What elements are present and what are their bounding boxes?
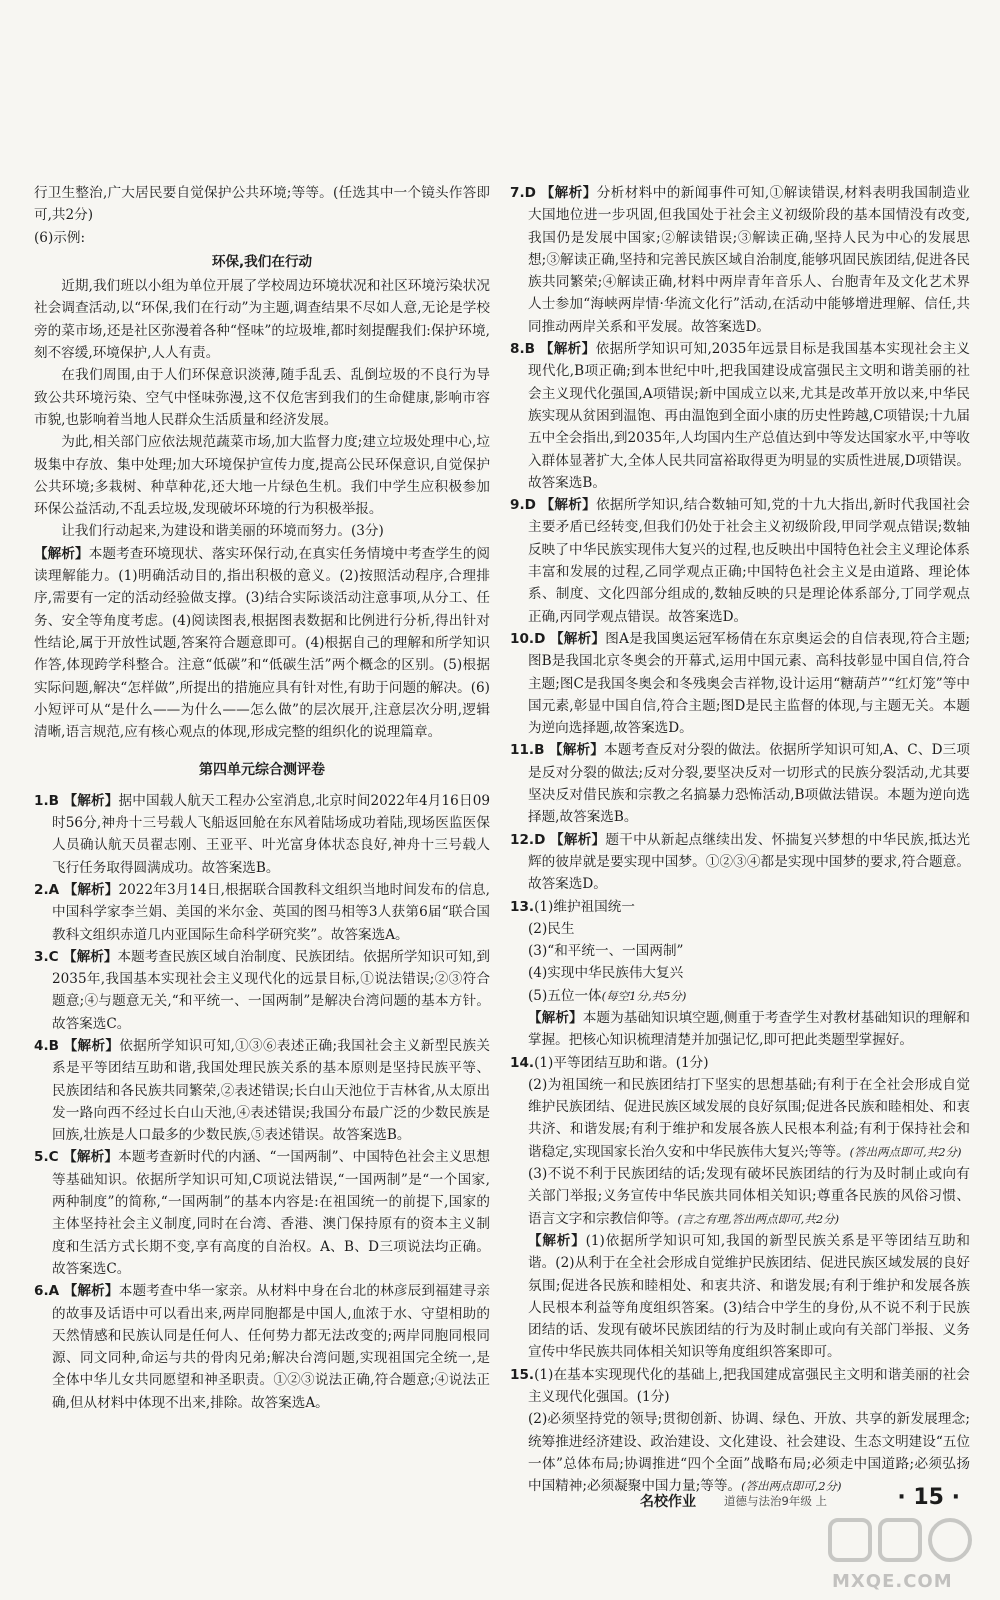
answer-item	[34, 1035, 490, 1146]
answer-letter: D	[534, 630, 546, 647]
q13-line: (3)“和平统一、一国两制”	[528, 943, 684, 960]
answer-letter: C	[48, 948, 59, 965]
series-brand: 名校作业	[640, 1494, 696, 1510]
answer-text: 题干中从新起点继续出发、怀揣复兴梦想的中华民族,抵达光辉的彼岸就是要实现中国梦。①②③④都是实现中国梦的要求,符合题意。故答案选D。	[528, 831, 971, 893]
answer-text: 据中国载人航天工程办公室消息,北京时间2022年4月16日09时56分,神舟十三号载人飞船返回舱在东风着陆场成功着陆,现场医监医保人员确认航天员翟志刚、王亚平、叶光富身体状态良好,神舟十三号载人飞行任务取得圆满成功。故答案选B。	[52, 792, 490, 876]
answer-number: 11.	[510, 742, 535, 759]
answer-list	[510, 182, 970, 896]
answer-text: 本题考查民族区域自治制度、民族团结。依据所学知识可知,到2035年,我国基本实现社会主义现代化的远景目标,①说法错误;②③符合题意;④与题意无关,“和平统一、一国两制”是解决台湾问题的基本方针。故答案选C。	[52, 948, 491, 1032]
answer-number: 9.	[510, 497, 525, 514]
analysis-tag: 【解析】	[548, 742, 605, 759]
answer-text: 本题考查中华一家亲。从材料中身在台北的林彦辰到福建寻亲的故事及话语中可以看出来,两岸同胞都是中国人,血浓于水、守望相助的天然情感和民族认同是任何人、任何势力都无法改变的;两岸同胞同根同源、同文同种,命运与共的骨肉兄弟;解决台湾问题,实现祖国完全统一,是全体中华儿女共同愿望和神圣职责。①②③说法正确,符合题意;④说法正确,但从材料中体现不出来,排除。故答案选A。	[52, 1283, 491, 1411]
answer-text: 依据所学知识可知,①③⑥表述正确;我国社会主义新型民族关系是平等团结互助和谐,我国处理民族关系的基本原则是坚持民族平等、民族团结和各民族共同繁荣,②表述错误;长白山天池位于吉林省,从太原出发一路向西不经过长白山天池,④表述错误;我国分布最广泛的少数民族是回族,壮族是人口最多的少数民族,⑤表述错误。故答案选B。	[52, 1037, 491, 1144]
q13-analysis: 【解析】本题为基础知识填空题,侧重于考查学生对教材基础知识的理解和掌握。把核心知识梳理清楚并加强记忆,即可把此类题型掌握好。	[528, 1009, 971, 1049]
watermark-graphic-icon	[822, 1512, 982, 1572]
q14-part: (3)不说不利于民族团结的话;发现有破坏民族团结的行为及时制止或向有关部门举报;义务宣传中华民族共同体相关知识;尊重各民族的风俗习惯、语言文字和宗教信仰等。(言之有理,答出两点即可,共2分)	[528, 1166, 970, 1227]
right-column	[510, 182, 970, 1498]
answer-letter: B	[524, 341, 535, 358]
question-15	[510, 1364, 970, 1498]
answer-number: 1.	[34, 792, 49, 809]
answer-number: 4.	[34, 1037, 49, 1054]
answer-item	[34, 1146, 490, 1280]
answer-number: 6.	[34, 1283, 49, 1300]
q14-analysis: 【解析】(1)依据所学知识可知,我国的新型民族关系是平等团结互助和谐。(2)从利于在全社会形成自觉维护民族团结、促进民族区域发展的良好氛围;促进各民族和睦相处、和衷共济、和谐发展;有利于维护和发展各族人民根本利益等角度组织答案。(3)结合中学生的身份,从不说不利于民族团结的话、发现有破坏民族团结的行为及时制止或向有关部门举报、义务宣传中华民族共同体相关知识等角度组织答案即可。	[528, 1232, 971, 1361]
page-number: · 15 ·	[897, 1485, 960, 1510]
answer-text: 依据所学知识可知,2035年远景目标是我国基本实现社会主义现代化,B项正确;到本世纪中叶,把我国建设成富强民主文明和谐美丽的社会主义现代化强国,A项错误;新中国成立以来,尤其是改革开放以来,中华民族实现从贫困到温饱、再由温饱到全面小康的历史性跨越,C项错误;十九届五中全会指出,到2035年,人均国内生产总值达到中等发达国家水平,中等收入群体显著扩大,全体人民共同富裕取得更为明显的实质性进展,D项错误。故答案选B。	[528, 341, 971, 491]
question-14	[510, 1052, 970, 1364]
answer-letter: B	[534, 742, 545, 759]
q14-part: 14.(1)平等团结互助和谐。(1分)	[510, 1054, 709, 1071]
answer-item	[510, 628, 970, 739]
analysis-tag: 【解析】	[540, 497, 596, 514]
answer-number: 8.	[510, 341, 525, 358]
watermark-logo	[822, 1512, 982, 1596]
analysis-tag: 【解析】	[63, 1283, 119, 1300]
q15-part: 15.(1)在基本实现现代化的基础上,把我国建成富强民主文明和谐美丽的社会主义现代化强国。(1分)	[510, 1366, 970, 1406]
intro-tail: 行卫生整治,广大居民要自觉保护公共环境;等等。(任选其中一个镜头作答即可,共2分)	[34, 185, 490, 224]
analysis-text: 本题考查环境现状、落实环保行动,在真实任务情境中考查学生的阅读理解能力。(1)明确活动目的,指出积极的意义。(2)按照活动程序,合理排序,需要有一定的活动经验做支撑。(3)结合实际谈活动注意事项,从分工、任务、安全等角度考虑。(4)阅读图表,根据图表数据和比例进行分析,得出针对性结论,属于开放性试题,答案符合题意即可。(4)根据自己的理解和所学知识作答,体现跨学科整合。注意“低碳”和“低碳生活”两个概念的区别。(5)根据实际问题,解决“怎样做”,所提出的措施应具有针对性,有助于问题的解决。(6)小短评可从“是什么——为什么——怎么做”的层次展开,注意层次分明,逻辑清晰,语言规范,应有核心观点的体现,形成完整的组织化的说理篇章。	[34, 545, 490, 741]
answer-number: 2.	[34, 881, 49, 898]
answer-letter: A	[48, 881, 60, 898]
answer-item	[510, 739, 970, 828]
analysis-tag: 【解析】	[63, 1037, 120, 1054]
score-note: (答出两点即可,2分)	[741, 1479, 842, 1494]
answer-number: 3.	[34, 948, 49, 965]
analysis-tag: 【解析】	[549, 630, 606, 647]
answer-item	[510, 182, 970, 338]
answer-letter: B	[48, 1037, 59, 1054]
question-13	[510, 896, 970, 1052]
answer-letter: D	[534, 831, 546, 848]
answer-number: 5.	[34, 1149, 49, 1166]
essay-paragraph: 在我们周围,由于人们环保意识淡薄,随手乱丢、乱倒垃圾的不良行为导致公共环境污染、空气中怪味弥漫,这不仅危害到我们的生命健康,影响市容市貌,也影响着当地人民群众生活质量和经济发展。	[34, 367, 490, 428]
essay-title: 环保,我们在行动	[211, 253, 313, 270]
answer-letter: D	[524, 497, 536, 514]
answer-letter: D	[524, 185, 536, 201]
answer-list	[34, 790, 490, 1414]
answer-text: 图A是我国奥运冠军杨倩在东京奥运会的自信表现,符合主题;图B是我国北京冬奥会的开幕式,运用中国元素、高科技彰显中国自信,符合主题;图C是我国冬奥会和冬残奥会吉祥物,设计运用“糖葫芦”“红灯笼”等中国元素,彰显中国自信,符合主题;图D是民主监督的体现,与主题无关。本题为逆向选择题,故答案选D。	[528, 630, 971, 737]
q13-line: 13.(1)维护祖国统一	[510, 898, 635, 915]
answer-item	[34, 879, 490, 946]
answer-item	[510, 494, 970, 628]
answer-number: 10.	[510, 630, 535, 647]
left-column	[34, 182, 490, 1414]
q15-part: (2)必须坚持党的领导;贯彻创新、协调、绿色、开放、共享的新发展理念;统筹推进经济建设、政治建设、文化建设、社会建设、生态文明建设“五位一体”总体布局;协调推进“四个全面”战略布局;必须走中国道路;必须弘扬中国精神;必须凝聚中国力量;等等。(答出两点即可,2分)	[528, 1411, 970, 1495]
answer-letter: C	[48, 1149, 59, 1166]
score-note: (言之有理,答出两点即可,共2分)	[677, 1211, 840, 1226]
answer-letter: B	[48, 792, 59, 809]
analysis-tag: 【解析】	[63, 1149, 119, 1166]
answer-text: 分析材料中的新闻事件可知,①解读错误,材料表明我国制造业大国地位进一步巩固,但我国处于社会主义初级阶段的基本国情没有改变,我国仍是发展中国家;②解读错误;③解读正确,坚持人民为中心的发展思想;③解读正确,坚持和完善民族区域自治制度,能够巩固民族团结,促进各民族共同繁荣;④解读正确,材料中两岸青年音乐人、台胞青年及文化艺术界人士参加“海峡两岸情·华流文化行”活动,在活动中能够增进理解、信任,共同推动两岸关系和平发展。故答案选D。	[528, 185, 971, 335]
answer-letter: A	[48, 1283, 60, 1300]
q14-part: (2)为祖国统一和民族团结打下坚实的思想基础;有利于在全社会形成自觉维护民族团结、促进民族区域发展的良好氛围;促进各民族和睦相处、和衷共济、和谐发展;有利于维护和发展各族人民根本利益;有利于保持社会和谐稳定,实现国家长治久安和中华民族伟大复兴;等等。(答出两点即可,共2分)	[528, 1076, 970, 1160]
answer-item	[34, 946, 490, 1035]
score-note: (答出两点即可,共2分)	[849, 1144, 962, 1159]
page-footer	[640, 1485, 970, 1515]
analysis-tag: 【解析】	[549, 831, 606, 848]
answer-item	[34, 1280, 490, 1414]
q13-line: (5)五位一体(每空1分,共5分)	[528, 987, 687, 1004]
answer-number: 7.	[510, 185, 525, 201]
answer-text: 本题考查反对分裂的做法。依据所学知识可知,A、C、D三项是反对分裂的做法;反对分裂,要坚决反对一切形式的民族分裂活动,尤其要坚决反对借民族和宗教之名搞暴力恐怖活动,B项做法错误。本题为逆向选择题,故答案选B。	[528, 742, 971, 826]
answer-text: 依据所学知识,结合数轴可知,党的十九大指出,新时代我国社会主要矛盾已经转变,但我们仍处于社会主义初级阶段,甲同学观点错误;数轴反映了中华民族实现伟大复兴的过程,也反映出中国特色社会主义理论体系丰富和发展的过程,乙同学观点正确;中国特色社会主义是由道路、理论体系、制度、文化四部分组成的,数轴反映的只是理论体系部分,丁同学观点正确,丙同学观点错误。故答案选D。	[528, 497, 970, 625]
analysis-tag: 【解析】	[540, 185, 597, 201]
essay-paragraph: 为此,相关部门应依法规范蔬菜市场,加大监督力度;建立垃圾处理中心,垃圾集中存放、集中处理;加大环境保护宣传力度,提高公民环保意识,自觉保护公共环境;多栽树、种草种花,还大地一片绿色生机。我们中学生应积极参加环保公益活动,不乱丢垃圾,发现破坏环境的行为积极举报。	[34, 434, 490, 518]
unit-title: 第四单元综合测评卷	[199, 762, 325, 779]
answer-text: 本题考查新时代的内涵、“一国两制”、中国特色社会主义思想等基础知识。依据所学知识可知,C项说法错误,“一国两制”是“一个国家,两种制度”的简称,“一国两制”的基本内容是:在祖国统一的前提下,国家的主体坚持社会主义制度,同时在台湾、香港、澳门保持原有的资本主义制度和生活方式长期不变,享有高度的自治权。A、B、D三项说法均正确。故答案选C。	[52, 1149, 490, 1277]
q13-line: (4)实现中华民族伟大复兴	[528, 965, 684, 982]
answer-item	[510, 338, 970, 494]
answer-item	[34, 790, 490, 879]
subject-label: 道德与法治9年级 上	[724, 1494, 827, 1508]
analysis-paragraph	[34, 543, 490, 744]
answer-text: 2022年3月14日,根据联合国教科文组织当地时间发布的信息,中国科学家李兰娟、美国的米尔金、英国的图马相等3人获第6届“联合国教科文组织赤道几内亚国际生命科学研究奖”。故答案选A。	[52, 881, 491, 943]
analysis-tag: 【解析】	[63, 792, 119, 809]
analysis-tag: 【解析】	[62, 948, 118, 965]
answer-number: 12.	[510, 831, 535, 848]
essay-paragraph: 近期,我们班以小组为单位开展了学校周边环境状况和社区环境污染状况社会调查活动,以“环保,我们在行动”为主题,调查结果不尽如人意,无论是学校旁的菜市场,还是社区弥漫着各种“怪味”的垃圾堆,都时刻提醒我们:保护环境,刻不容缓,环境保护,人人有责。	[34, 278, 490, 362]
watermark-text: MXQE.COM	[832, 1571, 953, 1592]
analysis-tag: 【解析】	[34, 545, 89, 562]
q13-line: (2)民生	[528, 920, 575, 937]
q6-label: (6)示例:	[34, 229, 86, 246]
analysis-tag: 【解析】	[539, 341, 596, 358]
answer-item	[510, 829, 970, 896]
essay-paragraph: 让我们行动起来,为建设和谐美丽的环境而努力。(3分)	[61, 523, 384, 540]
score-note: (每空1分,共5分)	[601, 988, 687, 1003]
analysis-tag: 【解析】	[63, 881, 119, 898]
